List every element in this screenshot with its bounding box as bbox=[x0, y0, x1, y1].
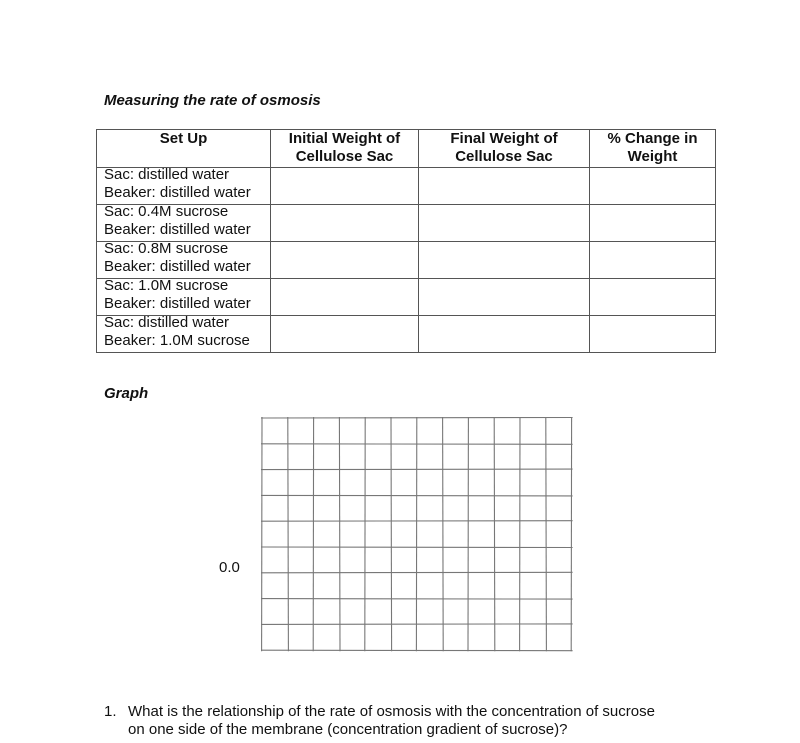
final-weight-cell[interactable] bbox=[419, 168, 590, 205]
percent-change-cell[interactable] bbox=[590, 279, 716, 316]
percent-change-cell[interactable] bbox=[590, 316, 716, 353]
worksheet-title: Measuring the rate of osmosis bbox=[104, 92, 321, 109]
initial-weight-cell[interactable] bbox=[271, 316, 419, 353]
question-1 bbox=[104, 703, 714, 739]
grid-horizontal-line bbox=[261, 650, 573, 651]
grid-vertical-line bbox=[391, 417, 392, 651]
initial-weight-cell[interactable] bbox=[271, 205, 419, 242]
header-final-weight bbox=[419, 130, 590, 168]
table-row bbox=[97, 205, 716, 242]
grid-vertical-line bbox=[494, 417, 495, 651]
question-text-line-1: What is the relationship of the rate of osmosis with the concentration of sucrose bbox=[128, 703, 655, 720]
grid-horizontal-line bbox=[261, 469, 573, 470]
question-number: 1. bbox=[104, 703, 117, 720]
header-line: Initial Weight of bbox=[288, 130, 401, 147]
header-line: Cellulose Sac bbox=[295, 148, 394, 165]
setup-cell bbox=[97, 168, 271, 205]
percent-change-cell[interactable] bbox=[590, 168, 716, 205]
setup-cell bbox=[97, 316, 271, 353]
graph-heading: Graph bbox=[104, 385, 149, 402]
table-header-row bbox=[97, 130, 716, 168]
grid-horizontal-line bbox=[261, 418, 573, 419]
table-row bbox=[97, 168, 716, 205]
setup-cell bbox=[97, 205, 271, 242]
graph-grid[interactable] bbox=[258, 414, 578, 658]
table-row bbox=[97, 316, 716, 353]
grid-horizontal-line bbox=[261, 624, 573, 625]
header-line: Cellulose Sac bbox=[455, 148, 553, 165]
header-set-up bbox=[97, 130, 271, 168]
grid-horizontal-line bbox=[261, 572, 573, 573]
header-initial-weight bbox=[271, 130, 419, 168]
final-weight-cell[interactable] bbox=[419, 279, 590, 316]
initial-weight-cell[interactable] bbox=[271, 168, 419, 205]
header-line: % Change in bbox=[607, 130, 698, 147]
percent-change-cell[interactable] bbox=[590, 205, 716, 242]
sac-contents: Sac: 0.4M sucrose bbox=[104, 203, 229, 220]
beaker-contents: Beaker: 1.0M sucrose bbox=[104, 332, 250, 349]
grid-horizontal-line bbox=[261, 521, 573, 522]
grid-vertical-line bbox=[443, 417, 444, 651]
grid-horizontal-line bbox=[261, 547, 573, 548]
setup-cell bbox=[97, 242, 271, 279]
grid-horizontal-line bbox=[261, 495, 573, 496]
grid-vertical-line bbox=[288, 417, 289, 651]
header-line: Set Up bbox=[159, 130, 208, 147]
initial-weight-cell[interactable] bbox=[271, 279, 419, 316]
final-weight-cell[interactable] bbox=[419, 242, 590, 279]
setup-cell bbox=[97, 279, 271, 316]
final-weight-cell[interactable] bbox=[419, 316, 590, 353]
percent-change-cell[interactable] bbox=[590, 242, 716, 279]
initial-weight-cell[interactable] bbox=[271, 242, 419, 279]
grid-horizontal-line bbox=[261, 599, 573, 600]
beaker-contents: Beaker: distilled water bbox=[104, 258, 251, 275]
grid-vertical-line bbox=[339, 417, 340, 651]
header-percent-change bbox=[590, 130, 716, 168]
sac-contents: Sac: 0.8M sucrose bbox=[104, 240, 229, 257]
sac-contents: Sac: distilled water bbox=[104, 314, 230, 331]
grid-horizontal-line bbox=[261, 444, 573, 445]
header-line: Final Weight of bbox=[450, 130, 558, 147]
beaker-contents: Beaker: distilled water bbox=[104, 184, 251, 201]
beaker-contents: Beaker: distilled water bbox=[104, 221, 251, 238]
axis-zero-label: 0.0 bbox=[219, 559, 240, 576]
question-text-line-2: on one side of the membrane (concentration gradient of sucrose)? bbox=[128, 721, 568, 738]
table-row bbox=[97, 279, 716, 316]
sac-contents: Sac: distilled water bbox=[104, 166, 230, 183]
grid-vertical-line bbox=[546, 417, 547, 651]
osmosis-data-table bbox=[96, 129, 716, 353]
table-row bbox=[97, 242, 716, 279]
sac-contents: Sac: 1.0M sucrose bbox=[104, 277, 229, 294]
header-line: Weight bbox=[627, 148, 678, 165]
final-weight-cell[interactable] bbox=[419, 205, 590, 242]
beaker-contents: Beaker: distilled water bbox=[104, 295, 251, 312]
